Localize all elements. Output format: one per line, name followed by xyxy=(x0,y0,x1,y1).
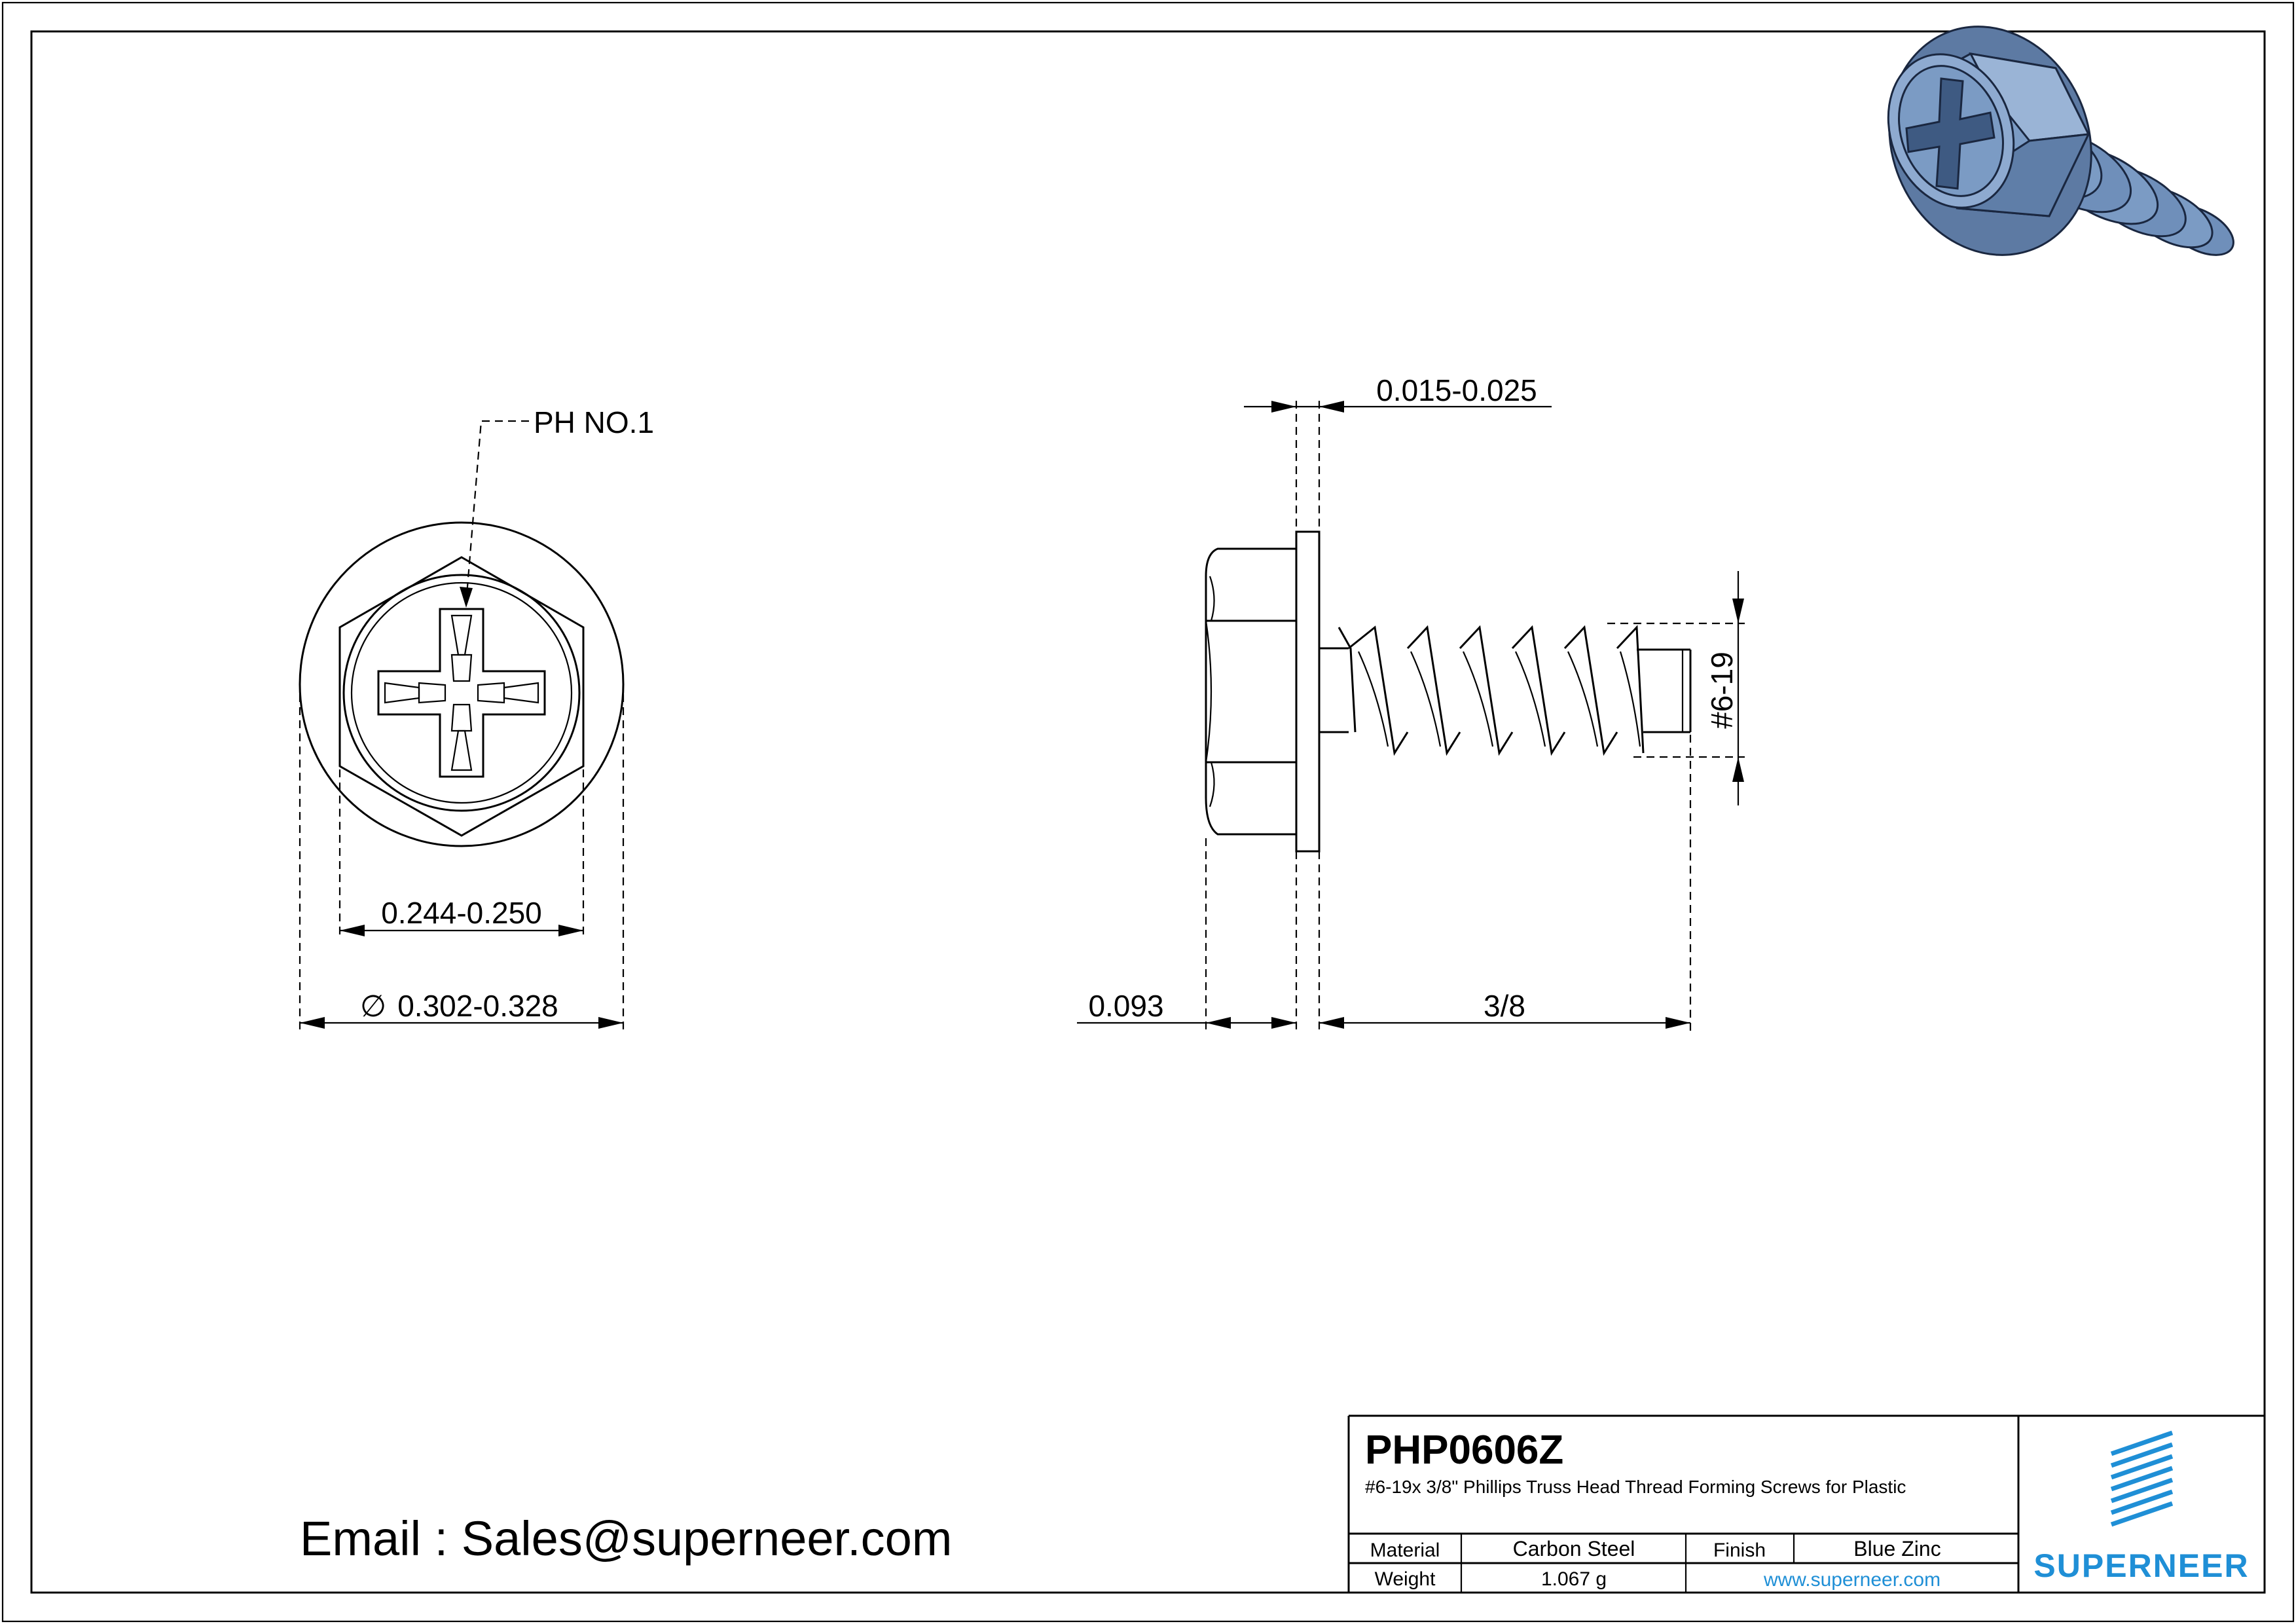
title-block xyxy=(1349,1416,2265,1593)
side-view xyxy=(1077,373,1745,1031)
flange-dia-symbol: ∅ xyxy=(359,989,387,1023)
head-view xyxy=(300,405,654,1031)
material-value: Carbon Steel xyxy=(1512,1537,1635,1560)
hex-outline xyxy=(340,557,583,836)
inner-border xyxy=(31,31,2265,1593)
phillips-recess-icon xyxy=(378,609,545,777)
hex-width-label: 0.244-0.250 xyxy=(381,896,542,930)
recess-leader-arrow xyxy=(460,587,473,608)
part-number: PHP0606Z xyxy=(1365,1428,1564,1473)
recess-label: PH NO.1 xyxy=(534,405,655,439)
length-label: 3/8 xyxy=(1484,989,1525,1023)
material-label: Material xyxy=(1370,1540,1440,1561)
brand-name: SUPERNEER xyxy=(2033,1547,2250,1584)
contact-email: Email : Sales@superneer.com xyxy=(300,1511,953,1566)
website-link[interactable]: www.superneer.com xyxy=(1763,1569,1941,1591)
flange-dia-label: 0.302-0.328 xyxy=(397,989,558,1023)
head-height-label: 0.093 xyxy=(1088,989,1164,1023)
outer-border xyxy=(3,3,2293,1621)
thread-size-label: #6-19 xyxy=(1705,652,1739,729)
finish-label: Finish xyxy=(1713,1540,1766,1561)
hex-head-side xyxy=(1206,549,1296,834)
superneer-logo-icon xyxy=(2111,1433,2172,1524)
screw-3d-render-icon xyxy=(1855,0,2241,286)
flange-side xyxy=(1296,532,1319,851)
weight-value: 1.067 g xyxy=(1540,1568,1607,1590)
flange-circle xyxy=(300,523,623,846)
finish-value: Blue Zinc xyxy=(1853,1537,1941,1560)
weight-label: Weight xyxy=(1374,1568,1436,1590)
thread-body xyxy=(1319,627,1690,753)
part-description: #6-19x 3/8" Phillips Truss Head Thread Forming Screws for Plastic xyxy=(1365,1477,1906,1497)
flange-thickness-label: 0.015-0.025 xyxy=(1376,373,1537,407)
